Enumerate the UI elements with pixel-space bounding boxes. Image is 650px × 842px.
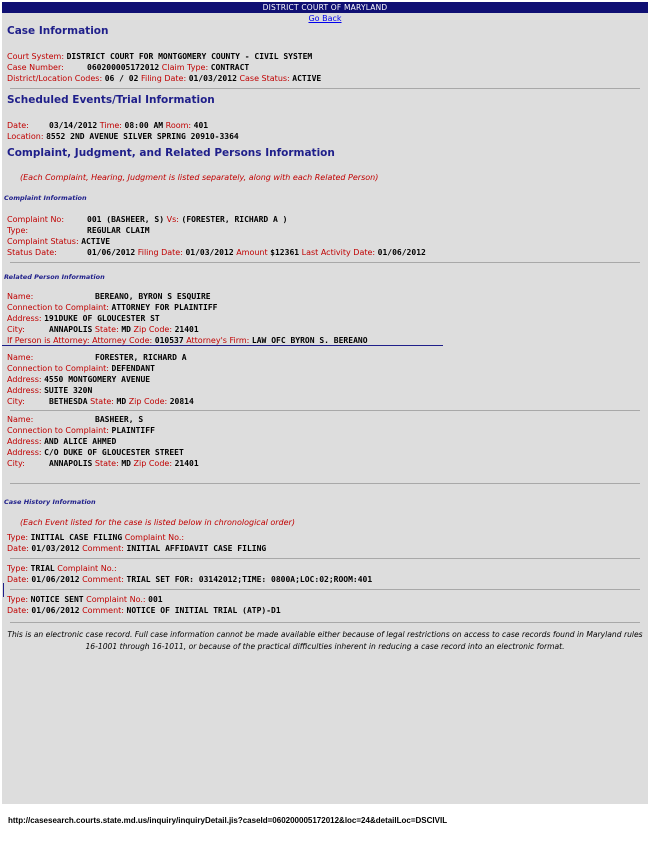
person-address: C/O DUKE OF GLOUCESTER STREET (44, 448, 184, 457)
history-event-1: Type: INITIAL CASE FILING Complaint No.: Date: 01/03/2012 Comment: INITIAL AFFIDAVIT CASE FILING (7, 533, 267, 553)
related-person-2: Name: FORESTER, RICHARD A Connection to Complaint: DEFENDANT Address: 4550 MONTGOMERY AVENUE Address: SUITE 320N City: BETHESDA State: MD Zip Code: 20814 (7, 353, 194, 406)
person-name: BASHEER, S (95, 415, 144, 424)
person-name: FORESTER, RICHARD A (95, 353, 187, 362)
event-time-value: 08:00 AM (124, 121, 164, 130)
filing-date-value: 01/03/2012 (188, 74, 237, 83)
event-comment: NOTICE OF INITIAL TRIAL (ATP)-D1 (126, 606, 281, 615)
case-number-row: Case Number: 060200005172012 Claim Type: CONTRACT (7, 63, 250, 72)
district-row: District/Location Codes: 06 / 02 Filing Date: 01/03/2012 Case Status: ACTIVE (7, 74, 322, 83)
person-zip: 20814 (169, 397, 194, 406)
person-city: ANNAPOLIS (49, 459, 93, 468)
go-back-link[interactable]: Go Back (308, 14, 342, 23)
district-value: 06 / 02 (104, 74, 139, 83)
page-url: http://casesearch.courts.state.md.us/inquiry/inquiryDetail.jis?caseId=060200005172012&loc=24&detailLoc=DSCIVIL (8, 816, 448, 825)
related-person-heading: Related Person Information (4, 273, 105, 281)
person-state: MD (116, 397, 127, 406)
complaint-status-row: Complaint Status: ACTIVE (7, 237, 111, 246)
status-date-value: 01/06/2012 (87, 248, 136, 257)
complaint-vs-value: (FORESTER, RICHARD A ) (181, 215, 288, 224)
person-address: SUITE 320N (44, 386, 93, 395)
person-address: 191DUKE OF GLOUCESTER ST (44, 314, 160, 323)
complaint-type-row: Type: REGULAR CLAIM (7, 226, 150, 235)
scroll-marker (3, 583, 4, 597)
electronic-record-disclaimer: This is an electronic case record. Full case information cannot be made available either because of legal restrictions on access to case records found in Maryland rules 16-1001 through 16-1011, or because of the practical difficulties inherent in reducing a case record into an electronic format. (7, 630, 643, 651)
complaint-type-value: REGULAR CLAIM (87, 226, 150, 235)
amount-value: $12361 (270, 248, 300, 257)
claim-type-value: CONTRACT (210, 63, 250, 72)
person-connection: ATTORNEY FOR PLAINTIFF (111, 303, 218, 312)
last-activity-value: 01/06/2012 (377, 248, 426, 257)
event-date-row: Date: 03/14/2012 Time: 08:00 AM Room: 401 (7, 121, 209, 130)
person-connection: DEFENDANT (111, 364, 155, 373)
person-zip: 21401 (174, 459, 199, 468)
complaint-no-value: 001 (BASHEER, S) (87, 215, 165, 224)
attorney-firm: LAW OFC BYRON S. BEREANO (251, 336, 368, 345)
court-title-bar: DISTRICT COURT OF MARYLAND (2, 2, 648, 13)
person-address: 4550 MONTGOMERY AVENUE (44, 375, 151, 384)
event-date: 01/03/2012 (31, 544, 80, 553)
event-location-value: 8552 2ND AVENUE SILVER SPRING 20910-3364 (46, 132, 239, 141)
history-event-3: Type: NOTICE SENT Complaint No.: 001 Date: 01/06/2012 Comment: NOTICE OF INITIAL TRIAL (ATP)-D1 (7, 595, 281, 615)
event-complaint: 001 (148, 595, 163, 604)
complaint-no-row: Complaint No: 001 (BASHEER, S) Vs: (FORESTER, RICHARD A ) (7, 215, 288, 224)
event-date-value: 03/14/2012 (49, 121, 98, 130)
event-comment: INITIAL AFFIDAVIT CASE FILING (126, 544, 267, 553)
complaint-filing-date-value: 01/03/2012 (185, 248, 234, 257)
case-history-heading: Case History Information (4, 498, 96, 506)
person-address: AND ALICE AHMED (44, 437, 117, 446)
history-order-note: (Each Event listed for the case is listed below in chronological order) (20, 518, 295, 527)
event-type: TRIAL (30, 564, 55, 573)
complaint-listing-note: (Each Complaint, Hearing, Judgment is listed separately, along with each Related Person) (20, 173, 379, 182)
go-back-row (2, 13, 648, 25)
person-city: ANNAPOLIS (49, 325, 93, 334)
attorney-code: 010537 (154, 336, 184, 345)
event-type: INITIAL CASE FILING (30, 533, 123, 542)
status-date-row: Status Date: 01/06/2012 Filing Date: 01/03/2012 Amount $12361 Last Activity Date: 01/06/2012 (7, 248, 426, 257)
case-number-value: 060200005172012 (87, 63, 160, 72)
history-event-2: Type: TRIAL Complaint No.: Date: 01/06/2012 Comment: TRIAL SET FOR: 03142012;TIME: 0800A;LOC:02;ROOM:401 (7, 564, 373, 584)
case-status-value: ACTIVE (292, 74, 322, 83)
event-date: 01/06/2012 (31, 606, 80, 615)
scheduled-events-heading: Scheduled Events/Trial Information (7, 94, 215, 106)
person-name: BEREANO, BYRON S ESQUIRE (95, 292, 211, 301)
event-date: 01/06/2012 (31, 575, 80, 584)
person-state: MD (121, 459, 131, 468)
person-state: MD (121, 325, 131, 334)
complaint-status-value: ACTIVE (81, 237, 111, 246)
event-room-value: 401 (193, 121, 209, 130)
event-location-row: Location: 8552 2ND AVENUE SILVER SPRING 20910-3364 (7, 132, 239, 141)
attorney-info-row: If Person is Attorney: Attorney Code: 010537 Attorney's Firm: LAW OFC BYRON S. BEREANO (2, 335, 443, 346)
person-connection: PLAINTIFF (111, 426, 155, 435)
court-system-value: DISTRICT COURT FOR MONTGOMERY COUNTY - CIVIL SYSTEM (66, 52, 313, 61)
related-person-3: Name: BASHEER, S Connection to Complaint: PLAINTIFF Address: AND ALICE AHMED Address: C/O DUKE OF GLOUCESTER STREET City: ANNAPOLIS State: MD Zip Code: 21401 (7, 415, 199, 468)
complaint-information-heading: Complaint Information (4, 194, 87, 202)
case-information-heading: Case Information (7, 25, 109, 37)
case-detail-page (2, 2, 648, 804)
event-comment: TRIAL SET FOR: 03142012;TIME: 0800A;LOC:02;ROOM:401 (126, 575, 373, 584)
event-type: NOTICE SENT (30, 595, 84, 604)
person-city: BETHESDA (49, 397, 88, 406)
court-system-row: Court System: DISTRICT COURT FOR MONTGOMERY COUNTY - CIVIL SYSTEM (7, 52, 313, 61)
related-person-1: Name: BEREANO, BYRON S ESQUIRE Connection to Complaint: ATTORNEY FOR PLAINTIFF Address: 191DUKE OF GLOUCESTER ST City: ANNAPOLIS State: MD Zip Code: 21401 If Person is Attorney: Attorney Code: 010537 Attorney's Firm: LAW OFC BYRON S. BEREANO (2, 291, 648, 346)
complaint-judgment-heading: Complaint, Judgment, and Related Persons Information (7, 147, 335, 159)
person-zip: 21401 (174, 325, 199, 334)
